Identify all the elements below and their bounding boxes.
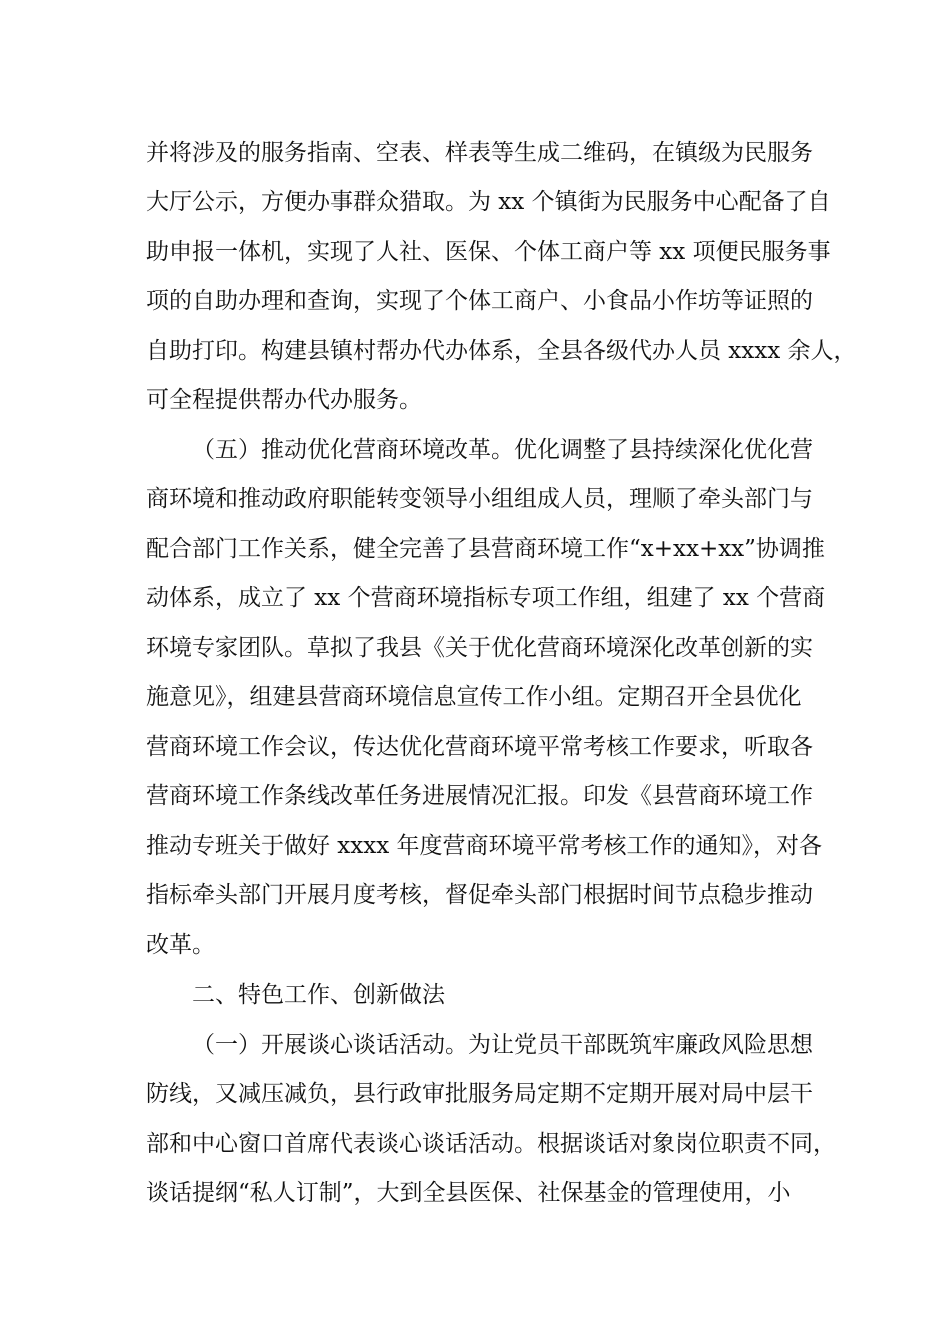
text-line: 动体系，成立了 xx 个营商环境指标专项工作组，组建了 xx 个营商 <box>146 585 826 611</box>
text-line: 项的自助办理和查询，实现了个体工商户、小食品小作坊等证照的 <box>146 288 813 314</box>
text-line: 配合部门工作关系，健全完善了县营商环境工作“x+xx+xx”协调推 <box>146 536 825 562</box>
text-line: 商环境和推动政府职能转变领导小组组成人员，理顺了牵头部门与 <box>146 486 813 512</box>
text-line: 施意见》，组建县营商环境信息宣传工作小组。定期召开全县优化 <box>146 684 802 710</box>
text-line: 大厅公示，方便办事群众猎取。为 xx 个镇街为民服务中心配备了自 <box>146 189 831 215</box>
text-line: 防线，又减压减负，县行政审批服务局定期不定期开展对局中层干 <box>146 1081 813 1107</box>
text-line: 环境专家团队。草拟了我县《关于优化营商环境深化改革创新的实 <box>146 635 813 661</box>
text-line: 部和中心窗口首席代表谈心谈话活动。根据谈话对象岗位职责不同， <box>146 1131 836 1157</box>
section-heading: 二、特色工作、创新做法 <box>192 982 445 1008</box>
text-line: 营商环境工作会议，传达优化营商环境平常考核工作要求，听取各 <box>146 734 813 760</box>
text-line: 助申报一体机，实现了人社、医保、个体工商户等 xx 项便民服务事 <box>146 239 831 265</box>
text-line: 可全程提供帮办代办服务。 <box>146 387 422 413</box>
paragraph-heading-line: （一）开展谈心谈话活动。为让党员干部既筑牢廉政风险思想 <box>192 1032 813 1058</box>
text-line: 推动专班关于做好 xxxx 年度营商环境平常考核工作的通知》，对各 <box>146 833 823 859</box>
text-line: 营商环境工作条线改革任务进展情况汇报。印发《县营商环境工作 <box>146 783 813 809</box>
text-line: 谈话提纲“私人订制”，大到全县医保、社保基金的管理使用，小 <box>146 1180 791 1206</box>
text-line: 改革。 <box>146 932 215 958</box>
paragraph-heading-line: （五）推动优化营商环境改革。优化调整了县持续深化优化营 <box>192 437 813 463</box>
text-line: 自助打印。构建县镇村帮办代办体系，全县各级代办人员 xxxx 余人， <box>146 338 857 364</box>
text-line: 并将涉及的服务指南、空表、样表等生成二维码，在镇级为民服务 <box>146 140 813 166</box>
text-line: 指标牵头部门开展月度考核，督促牵头部门根据时间节点稳步推动 <box>146 882 813 908</box>
